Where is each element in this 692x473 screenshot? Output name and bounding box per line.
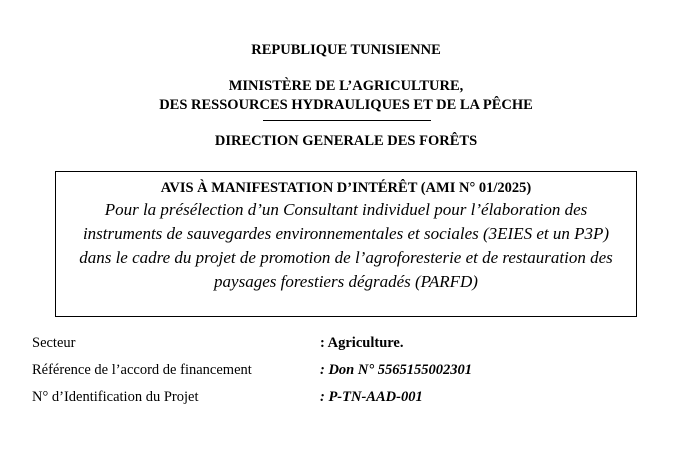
ministry-heading-line-1: MINISTÈRE DE L’AGRICULTURE, xyxy=(228,78,464,94)
notice-title: AVIS À MANIFESTATION D’INTÉRÊT (AMI N° 01/2025) xyxy=(160,180,532,196)
country-heading: REPUBLIQUE TUNISIENNE xyxy=(251,42,441,58)
info-value: : Don N° 5565155002301 xyxy=(320,362,473,378)
notice-box xyxy=(55,171,637,317)
info-value: : P-TN-AAD-001 xyxy=(320,389,423,405)
info-row-financing-ref xyxy=(0,359,692,381)
info-label: Secteur xyxy=(32,335,76,351)
info-label: N° d’Identification du Projet xyxy=(32,389,199,405)
info-value: : Agriculture. xyxy=(320,335,404,351)
info-label: Référence de l’accord de financement xyxy=(32,362,252,378)
direction-heading: DIRECTION GENERALE DES FORÊTS xyxy=(214,133,478,149)
notice-body: Pour la présélection d’un Consultant individuel pour l’élaboration des instruments de sauvegardes environnementales et sociales (3EIES et un P3P) dans le cadre du projet de promotion de l’agroforesterie et de restauration des paysages forestiers dégradés (PARFD) xyxy=(79,200,613,291)
header-divider xyxy=(263,120,431,121)
ministry-heading-line-2: DES RESSOURCES HYDRAULIQUES ET DE LA PÊCHE xyxy=(159,97,533,113)
info-row-project-id xyxy=(0,386,692,408)
info-row-sector xyxy=(0,332,692,354)
